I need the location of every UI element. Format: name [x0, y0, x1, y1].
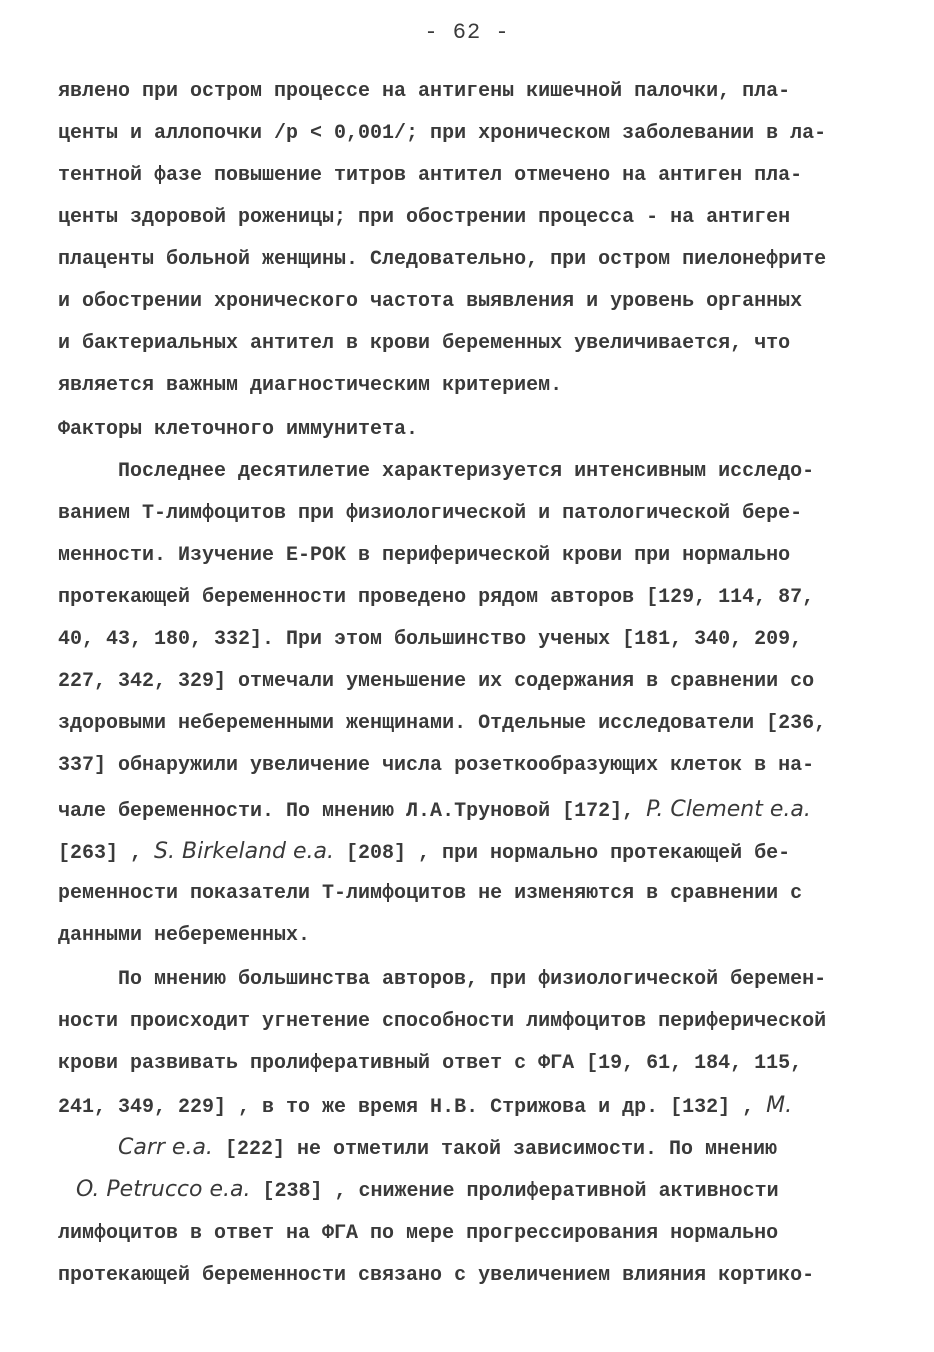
text-line: протекающей беременности связано с увеличением влияния кортико- — [58, 1264, 815, 1287]
text-line: центы и аллопочки /р < 0,001/; при хроническом заболевании в ла- — [58, 122, 827, 145]
text-line — [58, 794, 888, 826]
text-line: ременности показатели Т-лимфоцитов не изменяются в сравнении с — [58, 882, 803, 905]
section-heading: Факторы клеточного иммунитета. — [58, 418, 419, 441]
text-line: является важным диагностическим критерием. — [58, 374, 563, 397]
author-reference: O. Petrucco e.a. — [76, 1177, 251, 1202]
author-reference: P. Clement e.a. — [646, 797, 811, 822]
text-segment: 241, 349, 229] , в то же время Н.В. Стрижова и др. [132] , — [58, 1096, 755, 1119]
text-line — [58, 1090, 888, 1122]
text-line: ванием Т-лимфоцитов при физиологической и патологической бере- — [58, 502, 803, 525]
text-line: и бактериальных антител в крови беременных увеличивается, что — [58, 332, 791, 355]
text-line: и обострении хронического частота выявления и уровень органных — [58, 290, 803, 313]
text-line: 227, 342, 329] отмечали уменьшение их содержания в сравнении со — [58, 670, 815, 693]
text-segment: [238] , снижение пролиферативной активности — [262, 1180, 779, 1203]
text-line — [118, 1132, 888, 1164]
text-segment: [208] , при нормально протекающей бе- — [346, 842, 791, 865]
text-line: данными небеременных. — [58, 924, 311, 947]
author-reference: S. Birkeland e.a. — [154, 839, 335, 864]
text-segment: [263] , — [58, 842, 143, 865]
text-line — [76, 1174, 888, 1206]
text-line: тентной фазе повышение титров антител отмечено на антиген пла- — [58, 164, 803, 187]
page-number: - 62 - — [424, 20, 510, 45]
text-line: По мнению большинства авторов, при физиологической беремен- — [118, 968, 827, 991]
text-line: центы здоровой роженицы; при обострении процесса - на антиген — [58, 206, 791, 229]
text-line: явлено при остром процессе на антигены кишечной палочки, пла- — [58, 80, 791, 103]
text-line: менности. Изучение Е-РОК в периферической крови при нормально — [58, 544, 791, 567]
text-segment: чале беременности. По мнению Л.А.Труновой [172], — [58, 800, 635, 823]
text-line: плаценты больной женщины. Следовательно, при остром пиелонефрите — [58, 248, 827, 271]
text-line — [58, 836, 888, 868]
author-reference: M. — [766, 1093, 793, 1118]
author-reference: Carr e.a. — [118, 1135, 213, 1160]
text-line: 40, 43, 180, 332]. При этом большинство ученых [181, 340, 209, — [58, 628, 803, 651]
text-line: протекающей беременности проведено рядом авторов [129, 114, 87, — [58, 586, 815, 609]
text-line: 337] обнаружили увеличение числа розеткообразующих клеток в на- — [58, 754, 815, 777]
text-line: лимфоцитов в ответ на ФГА по мере прогрессирования нормально — [58, 1222, 779, 1245]
text-line: крови развивать пролиферативный ответ с ФГА [19, 61, 184, 115, — [58, 1052, 803, 1075]
text-line: Последнее десятилетие характеризуется интенсивным исследо- — [118, 460, 815, 483]
text-line: ности происходит угнетение способности лимфоцитов периферической — [58, 1010, 827, 1033]
text-segment: [222] не отметили такой зависимости. По мнению — [224, 1138, 778, 1161]
text-line: здоровыми небеременными женщинами. Отдельные исследователи [236, — [58, 712, 827, 735]
